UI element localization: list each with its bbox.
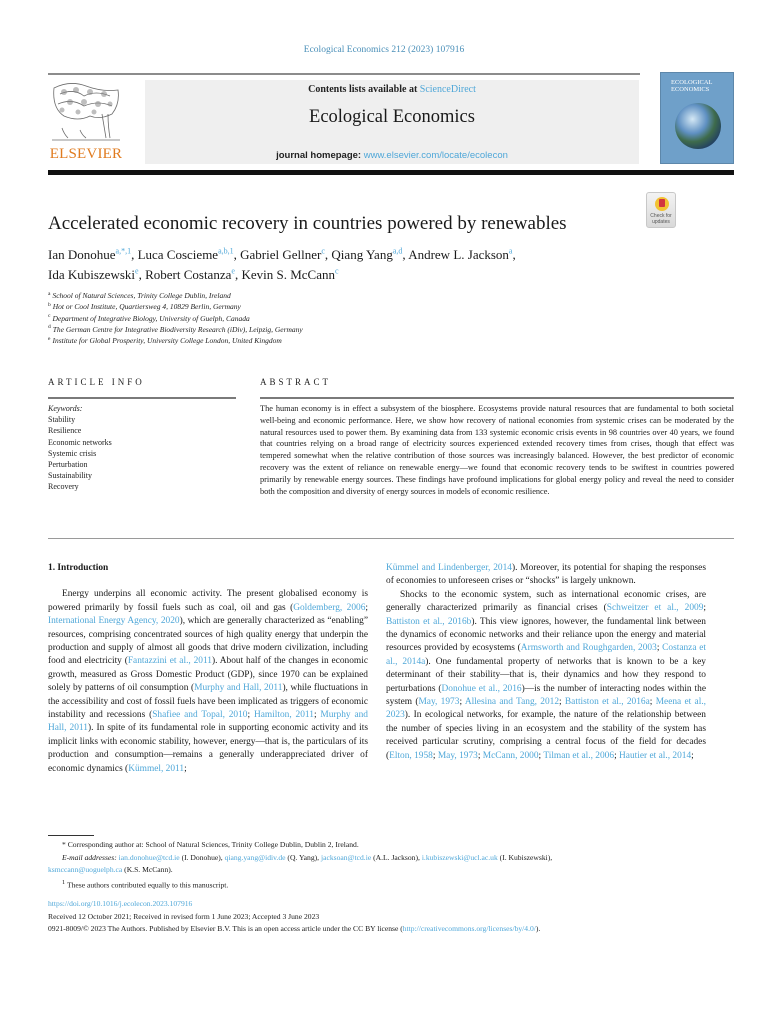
elsevier-wordmark: ELSEVIER [49,146,123,162]
author-list: Ian Donohue$^{a,*,1}$, Luca Coscieme$^{a,b,1}$, Gabriel Gellner$^c$, Qiang Yang$^{a,d}$, Andrew L. Jackson$^a$, Ida Kubiszewski$^e$, Robert Costanza$^e$, Kevin S. McCann$^c$ [48,246,516,282]
citation-link[interactable]: Meena et al., 2023 [386,697,707,721]
journal-homepage-line [145,150,639,161]
body-text: ; [656,643,663,654]
keywords-label: Keywords: [48,404,83,413]
intro-paragraph-2 [386,589,706,763]
footnotes [48,839,734,892]
body-text: ). Moreover, its potential for shaping the responses of economies to unforeseen crises or “shocks” is largely unknown. [386,563,706,587]
author[interactable] [138,247,234,262]
cover-title-line2: ECONOMICS [671,86,710,93]
email-link[interactable]: ksmccann@uoguelph.ca [48,865,123,875]
author-marks[interactable]: a,b,1 [218,246,234,256]
cover-title [671,79,713,93]
citation-link[interactable]: Hautier et al., 2014 [619,750,692,761]
author[interactable] [241,267,338,282]
body-text: ). In ecological networks, for example, the nature of the relationship between the number of species living in an ecosystem and the stability of the system has received particular scrutiny, comprising a central focus of the field for decades ( [386,710,706,761]
citation-link[interactable]: Kümmel and Lindenberger, 2014 [386,563,512,573]
author[interactable] [331,247,402,262]
globe-icon [675,103,721,149]
author-name: Ida Kubiszewski [48,267,136,282]
body-text: ; [247,710,254,721]
citation-link[interactable]: Armsworth and Roughgarden, 2003 [520,643,657,654]
article-info-heading: ARTICLE INFO [48,377,145,387]
citation-link[interactable]: Goldemberg, 2006 [293,602,366,613]
affiliation-text: Department of Integrative Biology, University of Guelph, Canada [52,313,250,323]
abstract-bottom-rule [48,538,734,539]
citation-link[interactable]: May, 1973 [437,750,478,761]
author-name: Ian Donohue [48,247,116,262]
citation-link[interactable]: Murphy and Hall, 2011 [48,710,368,734]
body-text: ). This view ignores, however, the fundamental link between the dynamics of economic networks and their reliance upon the energy and material resources provided by ecosystems ( [386,616,706,654]
keyword: Resilience [48,426,82,436]
author[interactable] [145,267,235,282]
affiliation [48,324,548,335]
elsevier-tree-icon [50,80,122,144]
sciencedirect-link[interactable]: ScienceDirect [419,84,476,95]
email-owner: (I. Kubiszewski) [499,852,551,862]
email-addresses-continued [48,864,734,877]
journal-cover-thumbnail[interactable] [660,72,734,164]
author-name: Robert Costanza [145,267,232,282]
body-text: ; [477,750,483,761]
check-for-updates-label: Check for updates [650,213,672,225]
author-marks[interactable]: c [334,266,339,276]
author[interactable] [408,247,512,262]
homepage-link[interactable]: www.elsevier.com/locate/ecolecon [363,150,508,161]
elsevier-logo[interactable] [48,78,124,164]
email-owner: (A.L. Jackson) [373,852,419,862]
affiliation-text: Institute for Global Prosperity, University College London, United Kingdom [52,336,282,346]
body-text: ), while fluctuations in the accessibility and cost of fossil fuels have been implicated as triggers of economic instability and recessions ( [48,683,368,721]
author-marks[interactable]: e [231,266,235,276]
body-text: ; [432,750,438,761]
body-text: ; [649,697,656,708]
citation-link[interactable]: Donohue et al., 2016 [441,683,522,694]
keyword: Recovery [48,482,79,492]
article-history: Received 12 October 2021; Received in revised form 1 June 2023; Accepted 3 June 2023 [48,911,320,921]
body-text: ; [459,697,465,708]
body-text: ; [538,750,544,761]
intro-paragraph-1-continued [386,562,706,589]
email-addresses: E-mail addresses: ian.donohue@tcd.ie (I. Donohue), qiang.yang@idiv.de (Q. Yang), jacksoan@tcd.ie (A.L. Jackson), i.kubiszewski@ucl.ac.uk (I. Kubiszewski), [62,852,553,862]
license-suffix: ). [535,924,541,934]
license-link[interactable]: http://creativecommons.org/licenses/by/4.0/ [402,924,536,934]
journal-title: Ecological Economics [309,107,475,127]
body-text: ; [691,750,694,761]
license-line [48,923,734,936]
author-name: Luca Coscieme [137,247,219,262]
citation-link[interactable]: Kümmel, 2011 [128,763,185,774]
equal-contribution-text: These authors contributed equally to this manuscript. [66,880,229,890]
author-marks[interactable]: e [135,266,139,276]
citation-link[interactable]: May, 1973 [418,697,460,708]
citation-link[interactable]: Elton, 1958 [389,750,433,761]
author-marks[interactable]: a,*,1 [115,246,132,256]
intro-paragraph-1 [48,588,368,776]
author-name: Gabriel Gellner [240,247,322,262]
body-text: Shocks to the economic system, such as international economic crises, are generally characterized primarily as financial crises ( [386,589,706,614]
keyword: Perturbation [48,460,88,470]
cover-title-line1: ECOLOGICAL [671,79,713,86]
body-text: ; [184,763,187,774]
affiliation [48,335,548,346]
affiliation-mark: c [48,313,51,320]
body-text: ; [703,603,706,614]
keyword: Sustainability [48,471,92,481]
citation-link[interactable]: Battiston et al., 2016b [386,616,472,627]
header-rule [48,73,640,75]
citation-link[interactable]: Costanza et al., 2014a [386,643,706,667]
abstract-heading: ABSTRACT [260,377,332,387]
equal-contribution-note [48,877,734,892]
affiliation-text: Hot or Cool Institute, Quartiersweg 4, 10829 Berlin, Germany [52,302,241,312]
article-title: Accelerated economic recovery in countries powered by renewables [48,213,567,234]
keyword: Stability [48,415,76,425]
section-heading-introduction: 1. Introduction [48,563,109,573]
affiliation [48,301,548,312]
running-head: Ecological Economics 212 (2023) 107916 [303,45,465,55]
article-metadata [48,898,734,936]
affiliation [48,290,548,301]
article-info-rule [48,397,236,399]
keyword: Economic networks [48,437,112,447]
check-for-updates-button[interactable] [646,192,676,228]
body-text: ; [559,697,565,708]
abstract-text: The human economy is in effect a subsystem of the biosphere. Ecosystems provide natural resources that are fundamental to both societal well-being and economic performance. Here, we show how recovery of national economies from systemic crises can be moderated by the natural resources used to power them. By examining data from 133 systemic economic crisis events in 98 countries over 40 years, we found that countries relying on a broad range of electricity sources experienced extended recovery times from crises, though that effect was tempered somewhat when the relative contribution of those sources was increasingly balanced. However, the best predictor of economic recovery was the extent of reliance on renewable energy—we found that economic recovery tends to be swiftest in countries powered primarily by renewable energy sources. These findings have profound implications for global energy policy and reveal the need to consider both the composition and diversity of energy sources in models of economic resilience. [260,404,734,496]
affiliations [48,290,548,346]
citation-link[interactable]: Battiston et al., 2016a [564,697,650,708]
body-text: ; [365,602,368,613]
author[interactable] [48,247,131,262]
bookmark-icon [655,197,669,211]
masthead-thick-rule [48,170,734,175]
doi-link[interactable]: https://doi.org/10.1016/j.ecolecon.2023.107916 [48,899,193,908]
citation-link[interactable]: Shafiee and Topal, 2010 [152,710,248,721]
author-marks[interactable]: c [321,246,325,256]
body-text: Energy underpins all economic activity. The present globalised economy is powered primarily by fossil fuels such as coal, oil and gas ( [48,589,368,613]
citation-link[interactable]: Allesina and Tang, 2012 [464,697,560,708]
affiliation-mark: e [48,335,51,342]
homepage-label: journal homepage: [276,150,364,161]
affiliation [48,313,548,324]
author[interactable] [48,267,139,282]
author-name: Andrew L. Jackson [408,247,509,262]
affiliation-mark: b [48,301,51,308]
contents-line [145,84,639,95]
contents-prefix: Contents lists available at [308,84,420,95]
email-link[interactable]: ian.donohue@tcd.ie [118,852,180,862]
email-link[interactable]: jacksoan@tcd.ie [320,852,372,862]
body-text: ; [614,750,620,761]
author-marks[interactable]: a,d [392,246,403,256]
journal-masthead [145,80,639,164]
citation-link[interactable]: McCann, 2000 [482,750,539,761]
email-label: E-mail addresses: [62,852,117,862]
body-text: ), which are generally characterized as “enabling” resources, comprising concentrated sources of high quality energy that underpin the production and supply of almost all goods that drive modern civilization, including food and electricity ( [48,616,368,667]
body-text: ). In spite of its fundamental role in supporting economic activity and its implicit links with economic stability, however, energy—that is, the particulars of its production and consumption—remains a generally underappreciated driver of economic dynamics ( [48,723,369,774]
author-name: Kevin S. McCann [241,267,335,282]
body-text: ). About half of the changes in economic growth, measured as Gross Domestic Product (GDP), since 1970 can be explained solely by patterns of oil consumption ( [48,656,368,694]
author-marks[interactable]: a [508,246,513,256]
email-owner: (I. Donohue) [181,852,221,862]
body-column-right [386,562,706,763]
license-text: 0921-8009/© 2023 The Authors. Published by Elsevier B.V. This is an open access article under the CC BY license ( [48,924,403,934]
author-name: Qiang Yang [331,247,393,262]
affiliation-text: The German Centre for Integrative Biodiversity Research (iDiv), Leipzig, Germany [52,324,303,334]
abstract-rule [260,397,734,399]
author[interactable] [240,247,325,262]
keywords-list [48,403,248,493]
citation-link[interactable]: Fantazzini et al., 2011 [127,656,212,667]
affiliation-text: School of Natural Sciences, Trinity College Dublin, Ireland [52,291,231,300]
email-link[interactable]: i.kubiszewski@ucl.ac.uk [421,852,498,862]
body-text: ). One fundamental property of networks that is known to be a key determinant of their stability—that is, their dynamics and how they respond to perturbations ( [386,656,706,694]
corresponding-author-note: * Corresponding author at: School of Natural Sciences, Trinity College Dublin, Dublin 2, Ireland. [62,840,359,849]
email-owner: (Q. Yang) [287,852,318,862]
citation-link[interactable]: Tilman et al., 2006 [543,750,615,761]
body-text: )—is the number of interacting nodes within the system ( [386,683,706,708]
affiliation-mark: a [48,290,51,297]
citation-link[interactable]: Schweitzer et al., 2009 [606,603,704,614]
footnote-rule [48,835,94,836]
email-link[interactable]: qiang.yang@idiv.de [224,852,286,862]
citation-link[interactable]: International Energy Agency, 2020 [48,616,180,627]
affiliation-mark: d [48,324,51,331]
citation-link[interactable]: Hamilton, 2011 [253,710,314,721]
footnote-mark: 1 [62,878,66,886]
citation-link[interactable]: Murphy and Hall, 2011 [194,683,283,694]
body-text: ; [313,710,321,721]
email-owner: (K.S. McCann). [124,865,173,875]
body-column-left [48,562,368,776]
keyword: Systemic crisis [48,448,97,458]
